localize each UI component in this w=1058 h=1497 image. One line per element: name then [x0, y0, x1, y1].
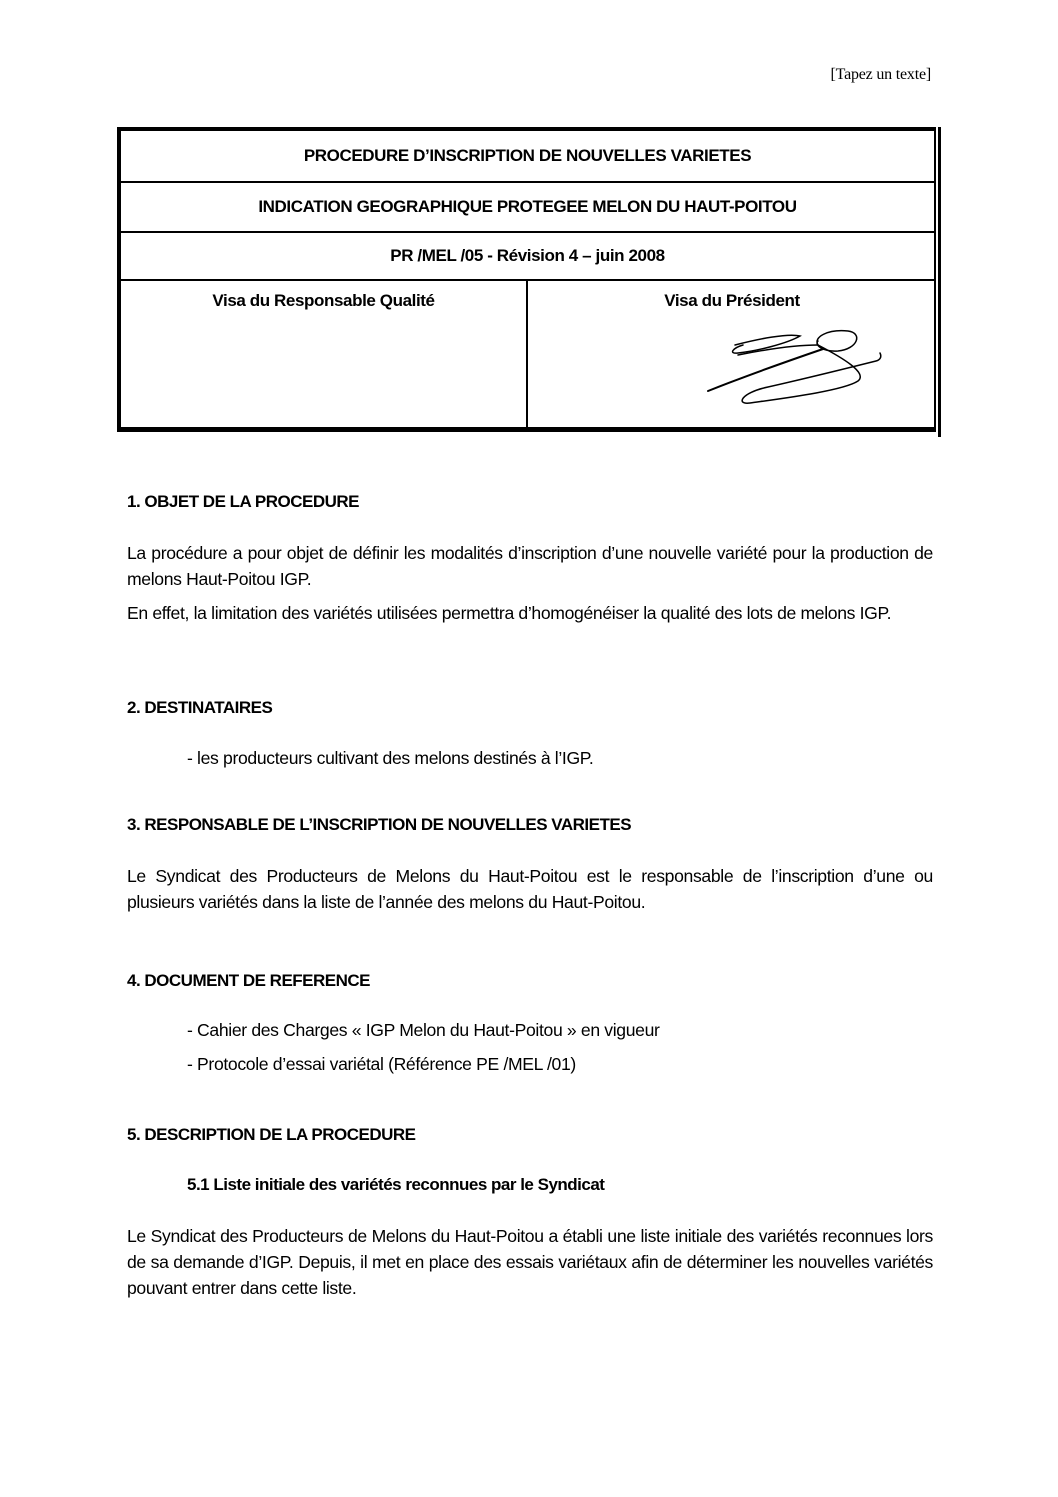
section-4-heading: 4. DOCUMENT DE REFERENCE — [127, 971, 371, 990]
visa-quality-cell — [121, 281, 528, 427]
section-2-list-item: - les producteurs cultivant des melons destinés à l’IGP. — [187, 748, 594, 768]
document-subtitle: INDICATION GEOGRAPHIQUE PROTEGEE MELON DU HAUT-POITOU — [121, 183, 934, 233]
section-5-1-subheading: 5.1 Liste initiale des variétés reconnues par le Syndicat — [187, 1175, 605, 1194]
section-1-paragraph: En effet, la limitation des variétés utilisées permettra d’homogénéiser la qualité des lots de melons IGP. — [127, 603, 892, 623]
section-2 — [127, 698, 933, 771]
table-border-right — [938, 127, 941, 437]
section-1 — [127, 492, 933, 626]
section-2-heading: 2. DESTINATAIRES — [127, 698, 273, 717]
section-4-list-item: - Cahier des Charges « IGP Melon du Haut-Poitou » en vigueur — [187, 1020, 660, 1040]
visa-president-cell — [530, 281, 934, 427]
section-4 — [127, 971, 933, 1077]
document-title: PROCEDURE D’INSCRIPTION DE NOUVELLES VARIETES — [121, 131, 934, 183]
signature-icon — [678, 323, 908, 423]
section-5-paragraph: Le Syndicat des Producteurs de Melons du Haut-Poitou a établi une liste initiale des variétés reconnues lors de sa demande d’IGP. Depuis, il met en place des essais variétaux afin de déterminer les nouvelles variétés pouvant entrer dans cette liste. — [127, 1226, 933, 1298]
page-header-placeholder: [Tapez un texte] — [830, 66, 931, 83]
section-3-heading: 3. RESPONSABLE DE L’INSCRIPTION DE NOUVELLES VARIETES — [127, 815, 632, 834]
section-3 — [127, 815, 933, 915]
visa-quality-label: Visa du Responsable Qualité — [212, 291, 435, 310]
section-1-paragraph: La procédure a pour objet de définir les modalités d’inscription d’une nouvelle variété pour la production de melons Haut-Poitou IGP. — [127, 543, 933, 589]
section-5-heading: 5. DESCRIPTION DE LA PROCEDURE — [127, 1125, 416, 1144]
document-reference: PR /MEL /05 - Révision 4 – juin 2008 — [121, 233, 934, 281]
header-table — [117, 127, 936, 432]
section-5 — [127, 1125, 933, 1301]
section-1-heading: 1. OBJET DE LA PROCEDURE — [127, 492, 360, 511]
visa-row — [121, 281, 934, 427]
visa-president-label: Visa du Président — [664, 291, 800, 310]
section-3-paragraph: Le Syndicat des Producteurs de Melons du Haut-Poitou est le responsable de l’inscription d’une ou plusieurs variétés dans la liste de l’année des melons du Haut-Poitou. — [127, 866, 933, 912]
section-4-list-item: - Protocole d’essai variétal (Référence PE /MEL /01) — [187, 1054, 576, 1074]
